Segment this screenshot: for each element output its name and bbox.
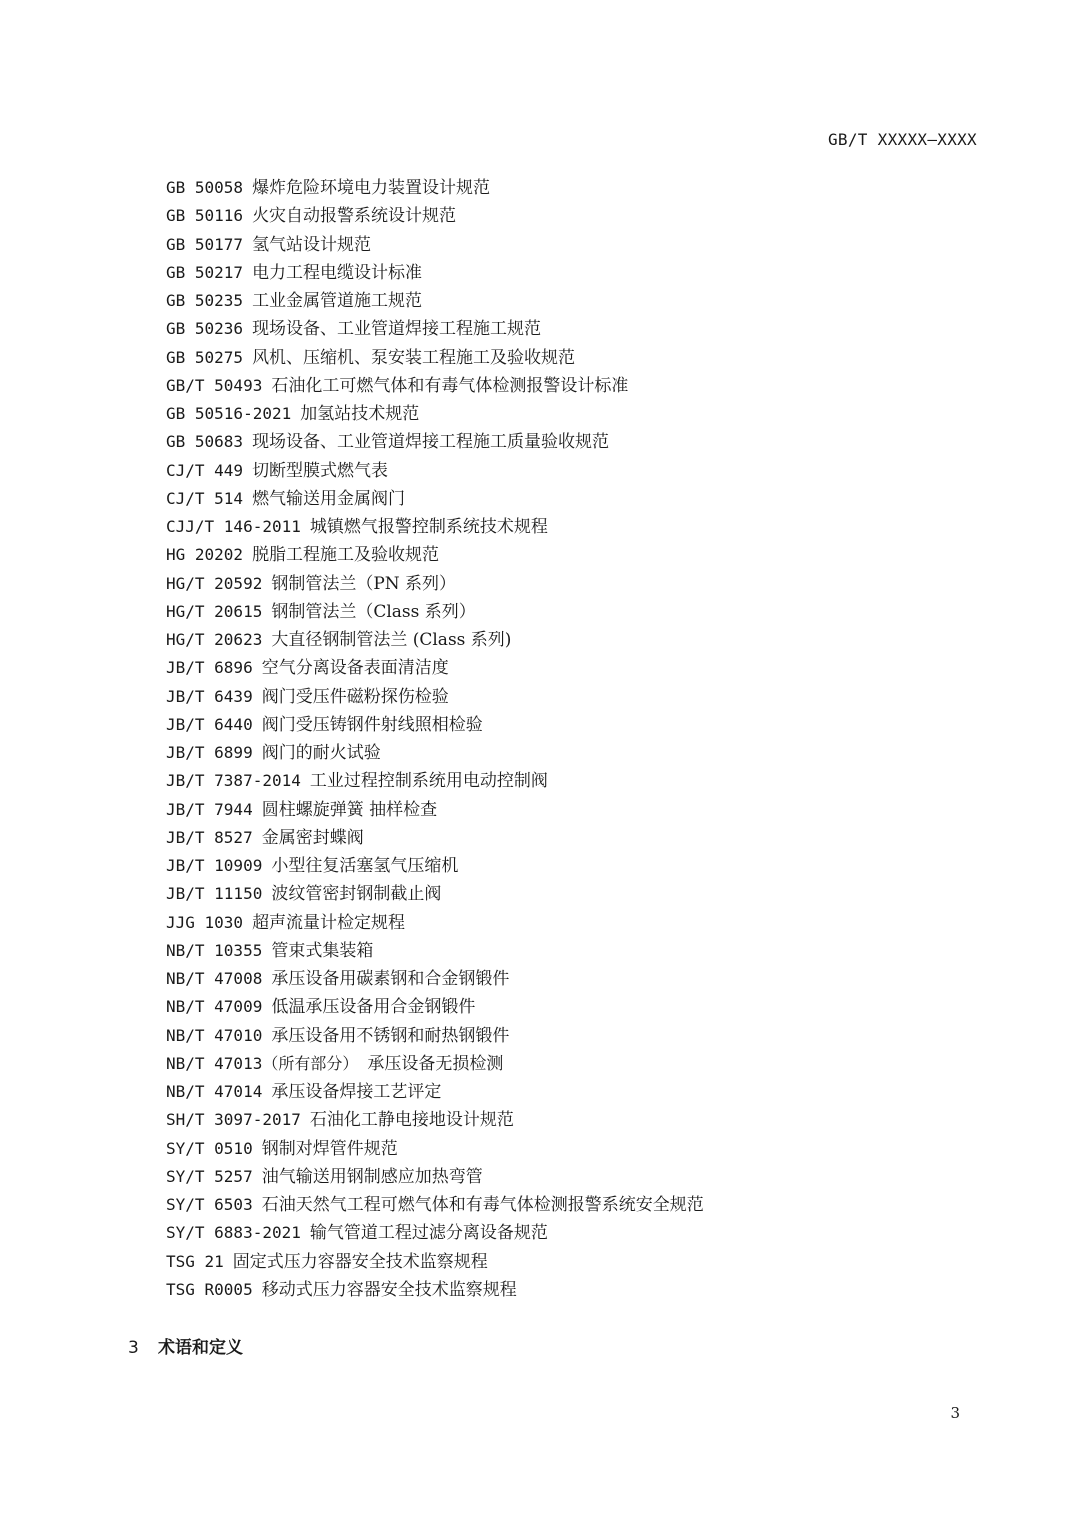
reference-item <box>166 570 704 598</box>
reference-item <box>166 1050 704 1078</box>
reference-code: GB 50116 <box>166 206 244 226</box>
reference-title: 低温承压设备用合金钢锻件 <box>271 997 476 1018</box>
reference-code: NB/T 47010 <box>166 1025 263 1045</box>
reference-title: 承压设备用不锈钢和耐热钢锻件 <box>271 1025 510 1046</box>
reference-item <box>166 1022 704 1050</box>
reference-code: JB/T 11150 <box>166 884 263 904</box>
reference-item <box>166 513 704 541</box>
reference-title: 超声流量计检定规程 <box>252 912 406 933</box>
reference-title: 爆炸危险环境电力装置设计规范 <box>252 178 491 198</box>
reference-title: 切断型膜式燃气表 <box>252 460 389 481</box>
reference-title: 空气分离设备表面清洁度 <box>261 658 449 679</box>
reference-code: SY/T 6883-2021 <box>166 1223 301 1243</box>
reference-item <box>166 767 704 795</box>
reference-code: TSG 21 <box>166 1251 224 1271</box>
reference-item <box>166 993 704 1021</box>
reference-code: CJ/T 449 <box>166 460 244 480</box>
reference-code: GB 50236 <box>166 319 244 339</box>
reference-title: 钢制管法兰（PN 系列） <box>271 573 457 594</box>
reference-code: JB/T 6896 <box>166 658 253 678</box>
section-number: 3 <box>128 1338 139 1358</box>
reference-title: 管束式集装箱 <box>271 940 374 961</box>
reference-item <box>166 315 704 343</box>
reference-code: GB 50177 <box>166 234 244 254</box>
reference-title: 燃气输送用金属阀门 <box>252 488 406 509</box>
reference-title: 波纹管密封钢制截止阀 <box>271 884 442 905</box>
reference-title: 金属密封蝶阀 <box>261 827 364 848</box>
reference-item <box>166 937 704 965</box>
reference-code: CJJ/T 146-2011 <box>166 517 301 536</box>
reference-item <box>166 202 704 230</box>
reference-code: HG/T 20592 <box>166 573 263 593</box>
reference-item <box>166 965 704 993</box>
reference-item <box>166 1135 704 1163</box>
reference-title: 钢制管法兰（Class 系列） <box>271 601 476 622</box>
reference-item <box>166 1219 704 1247</box>
reference-item <box>166 739 704 767</box>
reference-item <box>166 400 704 428</box>
reference-title: 工业金属管道施工规范 <box>252 291 423 311</box>
reference-code: JB/T 8527 <box>166 827 253 847</box>
reference-title: 风机、压缩机、泵安装工程施工及验收规范 <box>252 347 576 368</box>
normative-references-list <box>166 174 704 1304</box>
reference-code: GB 50275 <box>166 347 244 367</box>
section-title: 术语和定义 <box>158 1338 243 1358</box>
reference-item <box>166 457 704 485</box>
reference-item <box>166 485 704 513</box>
reference-title: 石油化工静电接地设计规范 <box>309 1110 514 1131</box>
reference-code: GB 50683 <box>166 432 244 452</box>
reference-code: NB/T 47014 <box>166 1082 263 1101</box>
reference-code: GB/T 50493 <box>166 375 263 395</box>
reference-code: JB/T 6440 <box>166 714 253 734</box>
reference-title: 小型往复活塞氢气压缩机 <box>271 856 459 876</box>
reference-code: GB 50516-2021 <box>166 404 292 423</box>
reference-code: HG/T 20623 <box>166 630 263 649</box>
reference-item <box>166 428 704 456</box>
reference-title: 工业过程控制系统用电动控制阀 <box>309 771 548 792</box>
reference-item <box>166 1248 704 1276</box>
reference-item <box>166 287 704 315</box>
reference-code: JB/T 6899 <box>166 743 253 762</box>
reference-code: SY/T 6503 <box>166 1195 253 1214</box>
reference-item <box>166 541 704 569</box>
reference-title: 现场设备、工业管道焊接工程施工质量验收规范 <box>252 432 610 453</box>
reference-title: 输气管道工程过滤分离设备规范 <box>309 1223 548 1244</box>
reference-code: CJ/T 514 <box>166 488 244 508</box>
reference-item <box>166 683 704 711</box>
reference-code: TSG R0005 <box>166 1279 253 1299</box>
reference-item <box>166 711 704 739</box>
reference-code: NB/T 47013（所有部分） <box>166 1053 359 1073</box>
reference-title: 移动式压力容器安全技术监察规程 <box>261 1279 517 1300</box>
reference-item <box>166 909 704 937</box>
reference-code: JB/T 7387-2014 <box>166 771 301 791</box>
reference-item <box>166 259 704 287</box>
reference-item <box>166 824 704 852</box>
reference-code: SH/T 3097-2017 <box>166 1110 301 1130</box>
reference-title: 圆柱螺旋弹簧 抽样检查 <box>261 799 438 820</box>
reference-title: 石油化工可燃气体和有毒气体检测报警设计标准 <box>271 375 629 396</box>
reference-title: 承压设备无损检测 <box>367 1053 504 1074</box>
reference-title: 阀门的耐火试验 <box>261 743 381 763</box>
reference-item <box>166 654 704 682</box>
reference-item <box>166 174 704 202</box>
reference-code: NB/T 47008 <box>166 969 263 988</box>
reference-title: 固定式压力容器安全技术监察规程 <box>232 1251 488 1272</box>
reference-title: 承压设备焊接工艺评定 <box>271 1082 442 1102</box>
reference-code: HG 20202 <box>166 545 244 565</box>
reference-code: SY/T 5257 <box>166 1166 253 1186</box>
reference-title: 脱脂工程施工及验收规范 <box>252 545 440 566</box>
reference-title: 大直径钢制管法兰 (Class 系列) <box>271 630 512 650</box>
reference-title: 现场设备、工业管道焊接工程施工规范 <box>252 319 542 340</box>
reference-code: NB/T 10355 <box>166 940 263 960</box>
reference-code: JB/T 7944 <box>166 799 253 819</box>
reference-title: 阀门受压件磁粉探伤检验 <box>261 686 449 707</box>
reference-code: GB 50235 <box>166 291 244 310</box>
reference-code: HG/T 20615 <box>166 601 263 621</box>
standard-code-header: GB/T XXXXX—XXXX <box>828 130 977 149</box>
reference-title: 钢制对焊管件规范 <box>261 1138 398 1159</box>
reference-code: NB/T 47009 <box>166 997 263 1017</box>
reference-item <box>166 880 704 908</box>
reference-title: 电力工程电缆设计标准 <box>252 262 423 283</box>
reference-item <box>166 344 704 372</box>
section-heading <box>128 1334 243 1362</box>
reference-title: 承压设备用碳素钢和合金钢锻件 <box>271 969 510 989</box>
reference-code: JB/T 6439 <box>166 686 253 706</box>
reference-item <box>166 1163 704 1191</box>
reference-code: JJG 1030 <box>166 912 244 932</box>
reference-code: GB 50058 <box>166 178 244 197</box>
reference-title: 城镇燃气报警控制系统技术规程 <box>309 517 548 537</box>
reference-title: 阀门受压铸钢件射线照相检验 <box>261 714 483 735</box>
reference-item <box>166 372 704 400</box>
page-number: 3 <box>950 1404 960 1422</box>
reference-item <box>166 626 704 654</box>
reference-item <box>166 852 704 880</box>
reference-item <box>166 598 704 626</box>
reference-title: 火灾自动报警系统设计规范 <box>252 206 457 227</box>
reference-title: 氢气站设计规范 <box>252 234 372 255</box>
reference-title: 加氢站技术规范 <box>300 404 420 424</box>
reference-item <box>166 231 704 259</box>
reference-code: JB/T 10909 <box>166 856 263 875</box>
reference-title: 石油天然气工程可燃气体和有毒气体检测报警系统安全规范 <box>261 1195 704 1215</box>
reference-item <box>166 1078 704 1106</box>
reference-item <box>166 1276 704 1304</box>
reference-item <box>166 1191 704 1219</box>
reference-item <box>166 796 704 824</box>
reference-code: GB 50217 <box>166 262 244 282</box>
reference-item <box>166 1106 704 1134</box>
reference-title: 油气输送用钢制感应加热弯管 <box>261 1166 483 1187</box>
reference-code: SY/T 0510 <box>166 1138 253 1158</box>
